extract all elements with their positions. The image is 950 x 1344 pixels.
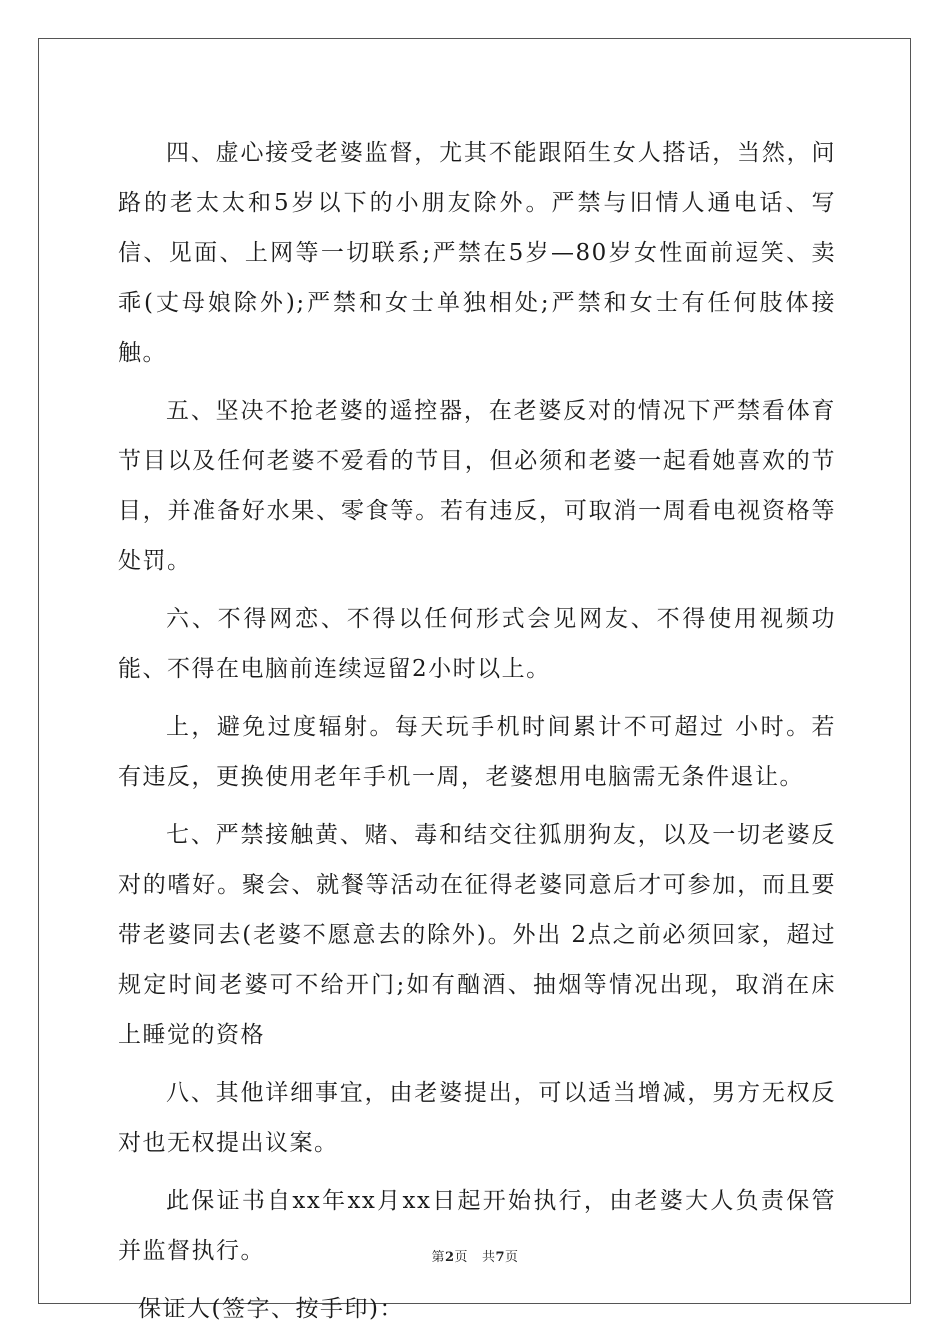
paragraph-effective-date: 此保证书自xx年xx月xx日起开始执行，由老婆大人负责保管并监督执行。 bbox=[118, 1188, 836, 1264]
paragraph-item-7: 七、严禁接触黄、赌、毒和结交往狐朋狗友，以及一切老婆反对的嗜好。聚会、就餐等活动在征得老婆同意后才可参加，而且要带老婆同去(老婆不愿意去的除外)。外出 2点之前必须回家，超过规定时间老婆可不给开门;如有酗酒、抽烟等情况出现，取消在床上睡觉的资格 bbox=[118, 822, 836, 1048]
paragraph-item-8: 八、其他详细事宜，由老婆提出，可以适当增减，男方无权反对也无权提出议案。 bbox=[118, 1080, 836, 1156]
document-body bbox=[118, 128, 836, 1334]
page-total: 7 bbox=[495, 1250, 506, 1265]
page-prefix: 第 bbox=[431, 1250, 445, 1265]
total-unit: 页 bbox=[505, 1250, 519, 1265]
paragraph-item-4: 四、虚心接受老婆监督，尤其不能跟陌生女人搭话，当然，问路的老太太和5岁以下的小朋友除外。严禁与旧情人通电话、写信、见面、上网等一切联系;严禁在5岁—80岁女性面前逗笑、卖乖(丈母娘除外);严禁和女士单独相处;严禁和女士有任何肢体接触。 bbox=[118, 140, 836, 366]
signature-line: 保证人(签字、按手印)： bbox=[138, 1296, 404, 1322]
page-footer bbox=[0, 1246, 950, 1265]
page-unit: 页 bbox=[454, 1250, 469, 1265]
paragraph-item-5: 五、坚决不抢老婆的遥控器，在老婆反对的情况下严禁看体育节目以及任何老婆不爱看的节目，但必须和老婆一起看她喜欢的节目，并准备好水果、零食等。若有违反，可取消一周看电视资格等处罚。 bbox=[118, 398, 836, 574]
page-number: 2 bbox=[444, 1250, 455, 1265]
total-prefix: 共 bbox=[481, 1250, 496, 1265]
paragraph-phone-limit: 上，避免过度辐射。每天玩手机时间累计不可超过 小时。若有违反，更换使用老年手机一周，老婆想用电脑需无条件退让。 bbox=[118, 714, 836, 790]
paragraph-item-6: 六、不得网恋、不得以任何形式会见网友、不得使用视频功能、不得在电脑前连续逗留2小时以上。 bbox=[118, 606, 836, 682]
